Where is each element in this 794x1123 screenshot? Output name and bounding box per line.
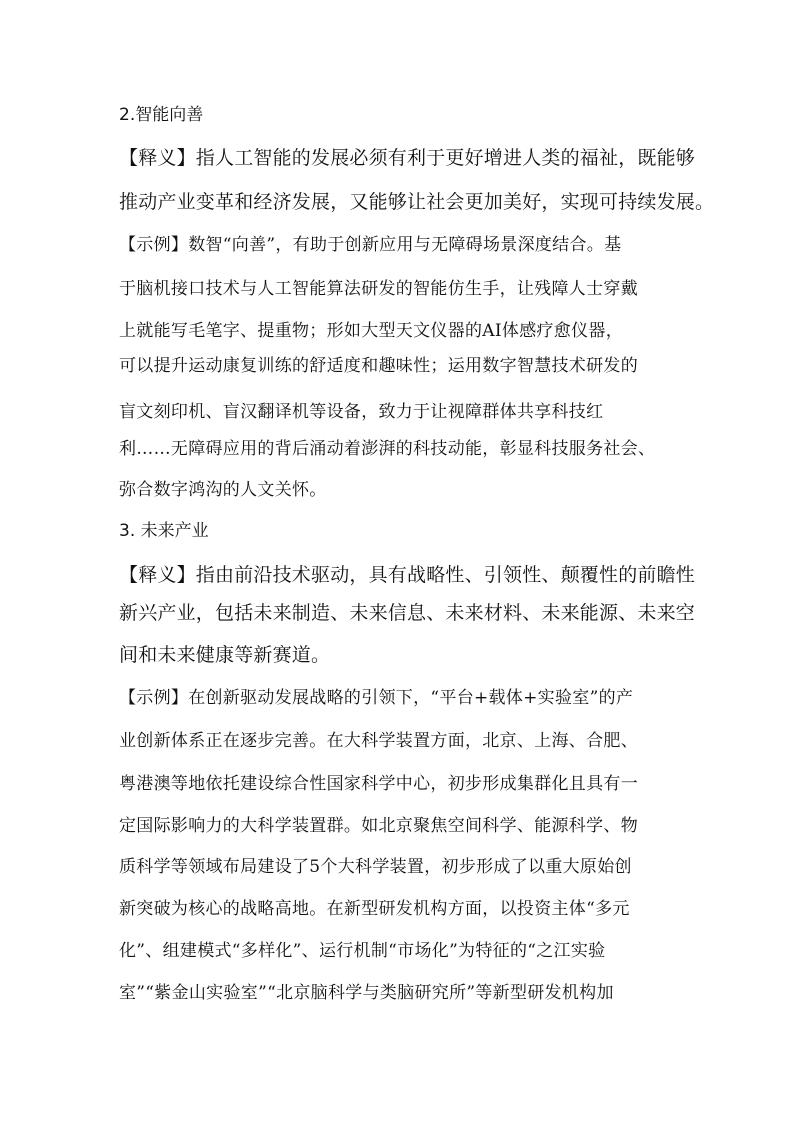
example-line: 于脑机接口技术与人工智能算法研发的智能仿生手，让残障人士穿戴 <box>119 279 638 299</box>
definition-line: 【释义】指人工智能的发展必须有利于更好增进人类的福祉，既能够 <box>119 147 696 169</box>
section-heading-future-industries: 3. 未来产业 <box>119 521 209 541</box>
example-line: 【示例】数智“向善”，有助于创新应用与无障碍场景深度结合。基 <box>119 235 622 255</box>
example-line: 可以提升运动康复训练的舒适度和趣味性；运用数字智慧技术研发的 <box>119 356 638 376</box>
example-line: 【示例】在创新驱动发展战略的引领下，“平台+载体+实验室”的产 <box>119 688 634 708</box>
example-line: 质科学等领域布局建设了5个大科学装置，初步形成了以重大原始创 <box>119 857 632 877</box>
example-line: 新突破为核心的战略高地。在新型研发机构方面，以投资主体“多元 <box>119 899 630 919</box>
definition-line: 【释义】指由前沿技术驱动，具有战略性、引领性、颠覆性的前瞻性 <box>119 564 696 586</box>
example-line: 粤港澳等地依托建设综合性国家科学中心，初步形成集群化且具有一 <box>119 774 638 794</box>
example-line: 业创新体系正在逐步完善。在大科学装置方面，北京、上海、合肥、 <box>119 731 638 751</box>
section-heading-smart-for-good: 2.智能向善 <box>119 105 204 125</box>
definition-line: 间和未来健康等新赛道。 <box>119 644 331 666</box>
example-line: 定国际影响力的大科学装置群。如北京聚焦空间科学、能源科学、物 <box>119 816 638 836</box>
example-line: 弥合数字鸿沟的人文关怀。 <box>119 480 327 500</box>
definition-line: 推动产业变革和经济发展，又能够让社会更加美好，实现可持续发展。 <box>119 191 715 213</box>
example-line: 上就能写毛笔字、提重物；形如大型天文仪器的AI体感疗愈仪器， <box>119 321 623 341</box>
example-line: 化”、组建模式“多样化”、运行机制“市场化”为特征的“之江实验 <box>119 941 606 961</box>
example-line: 利……无障碍应用的背后涌动着澎湃的科技动能，彰显科技服务社会、 <box>119 439 656 459</box>
definition-line: 新兴产业，包括未来制造、未来信息、未来材料、未来能源、未来空 <box>119 602 696 624</box>
example-line: 盲文刻印机、盲汉翻译机等设备，致力于让视障群体共享科技红 <box>119 402 604 422</box>
example-line: 室”“紫金山实验室”“北京脑科学与类脑研究所”等新型研发机构加 <box>119 983 614 1003</box>
